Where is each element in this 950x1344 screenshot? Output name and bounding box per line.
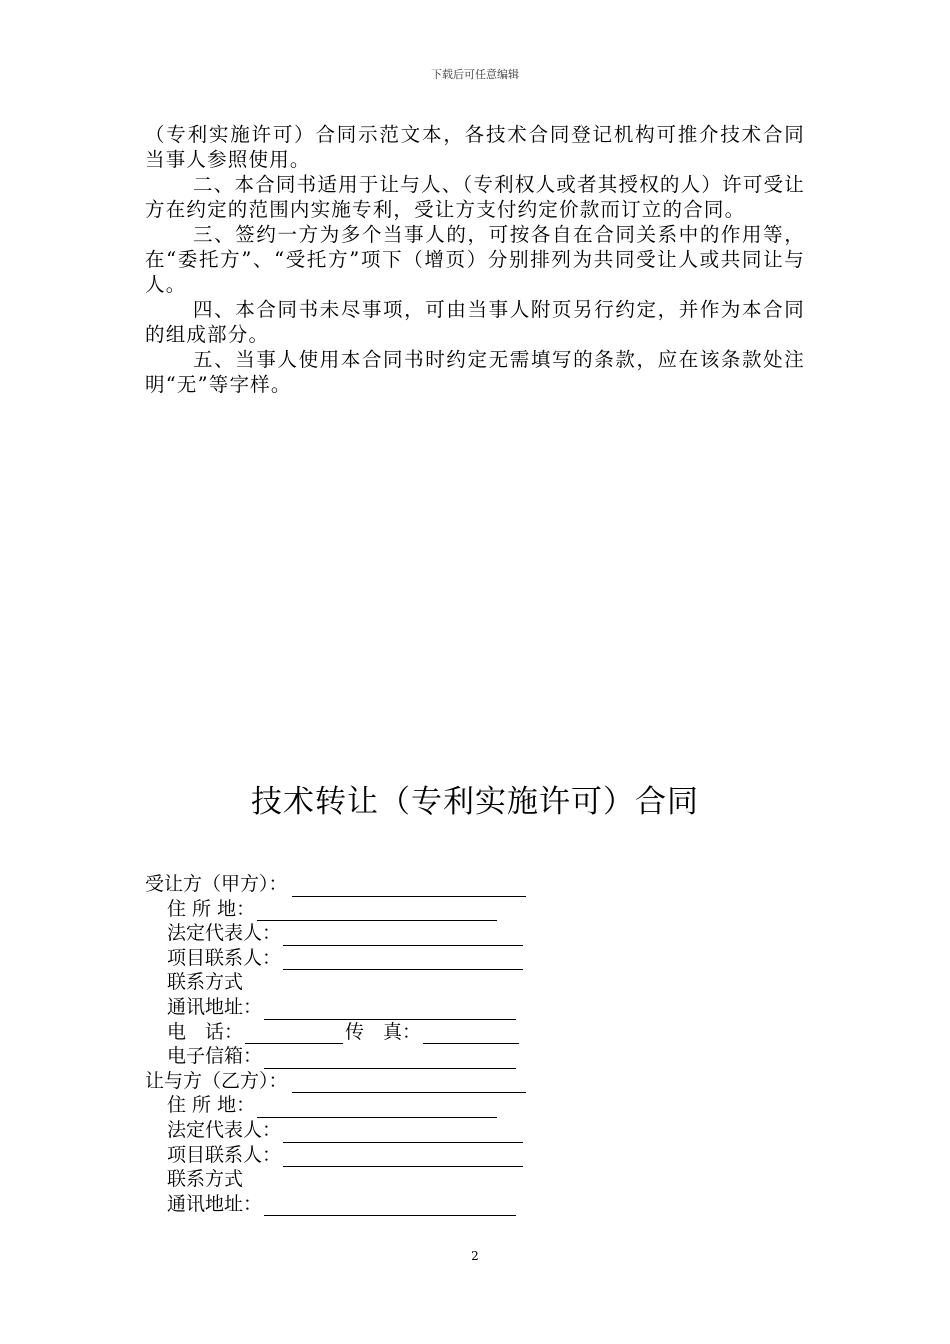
party-a-contact-person-row [145,946,765,971]
party-b-contact-person-row [145,1143,765,1168]
party-a-mail-address-blank[interactable] [264,1000,516,1020]
instruction-paragraph-1: （专利实施许可）合同示范文本，各技术合同登记机构可推介技术合同当事人参照使用。 [145,123,805,171]
party-a-legal-rep-label: 法定代表人： [167,922,282,945]
party-a-contact-method-row [145,970,765,995]
party-a-address-label: 住 所 地： [167,897,256,920]
party-b-label: 让与方（乙方）： [145,1069,288,1092]
party-b-address-row [145,1093,765,1118]
party-b-legal-rep-blank[interactable] [283,1123,523,1143]
party-a-contact-person-blank[interactable] [283,950,523,970]
party-a-row [145,872,765,897]
parties-form [145,872,765,1216]
party-b-contact-method-row [145,1167,765,1192]
party-a-label: 受让方（甲方）： [145,873,288,895]
instructions-section [145,122,805,397]
party-a-fax-label: 传 真： [345,1020,422,1043]
party-a-phone-fax-row [145,1020,765,1045]
party-a-address-blank[interactable] [257,901,497,921]
party-b-legal-rep-label: 法定代表人： [167,1118,282,1141]
party-b-mail-address-row [145,1192,765,1217]
party-a-email-label: 电子信箱： [167,1045,263,1068]
party-a-legal-rep-blank[interactable] [283,926,523,946]
party-b-mail-address-label: 通讯地址： [167,1192,263,1215]
party-a-mail-address-label: 通讯地址： [167,995,263,1018]
party-a-phone-blank[interactable] [245,1024,343,1044]
party-a-fax-blank[interactable] [423,1024,519,1044]
party-b-mail-address-blank[interactable] [264,1196,516,1216]
party-b-contact-method-label: 联系方式 [167,1168,244,1191]
party-b-blank[interactable] [292,1073,526,1093]
party-a-contact-method-label: 联系方式 [167,971,244,994]
page-header: 下载后可任意编辑 [431,68,519,81]
instruction-paragraph-5: 五、当事人使用本合同书时约定无需填写的条款，应在该条款处注明“无”等字样。 [145,348,805,396]
page-number: 2 [471,1249,479,1263]
party-a-address-row [145,897,765,922]
party-b-address-blank[interactable] [257,1098,497,1118]
party-a-blank[interactable] [292,877,526,897]
party-b-row [145,1069,765,1094]
party-b-legal-rep-row [145,1118,765,1143]
party-a-phone-label: 电 话： [167,1020,244,1043]
party-a-legal-rep-row [145,921,765,946]
party-a-contact-person-label: 项目联系人： [167,946,282,969]
party-a-email-blank[interactable] [264,1049,516,1069]
party-b-address-label: 住 所 地： [167,1094,256,1117]
contract-title: 技术转让（专利实施许可）合同 [251,784,699,820]
instruction-paragraph-3: 三、签约一方为多个当事人的，可按各自在合同关系中的作用等，在“委托方”、“受托方”项下（增页）分别排列为共同受让人或共同让与人。 [145,223,805,296]
party-a-email-row [145,1044,765,1069]
instruction-paragraph-4: 四、本合同书未尽事项，可由当事人附页另行约定，并作为本合同的组成部分。 [145,298,805,346]
party-b-contact-person-blank[interactable] [283,1147,523,1167]
party-b-contact-person-label: 项目联系人： [167,1143,282,1166]
party-a-mail-address-row [145,995,765,1020]
instruction-paragraph-2: 二、本合同书适用于让与人、（专利权人或者其授权的人）许可受让方在约定的范围内实施专利，受让方支付约定价款而订立的合同。 [145,173,805,221]
